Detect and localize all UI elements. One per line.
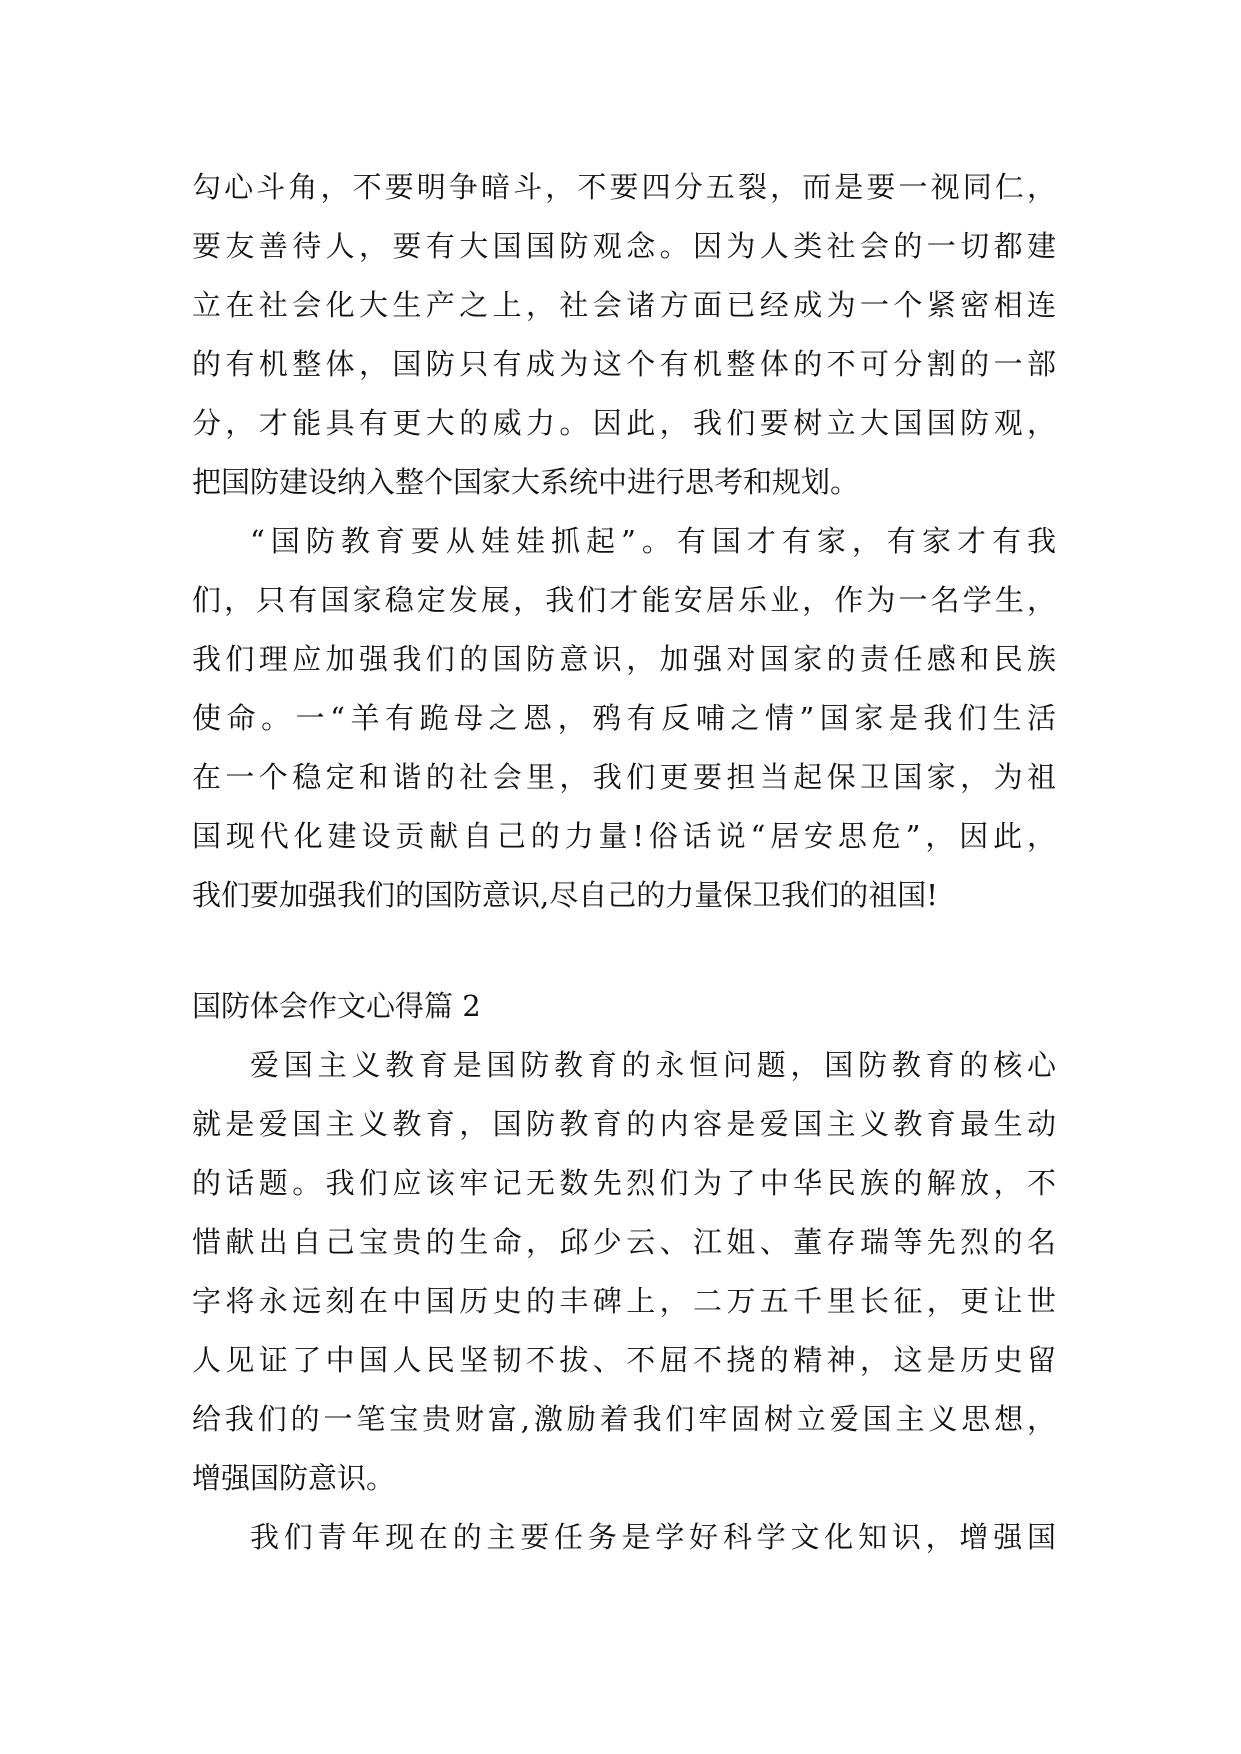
text-line: 人见证了中国人民坚韧不拔、不屈不挠的精神，这是历史留 — [192, 1343, 1056, 1377]
text-line: 给我们的一笔宝贵财富,激励着我们牢固树立爱国主义思想， — [192, 1402, 1056, 1436]
text-line: 的有机整体，国防只有成为这个有机整体的不可分割的一部 — [192, 347, 1056, 381]
document-body — [192, 158, 1056, 1567]
section-heading: 国防体会作文心得篇 2 — [192, 989, 481, 1023]
text-line: “国防教育要从娃娃抓起”。有国才有家，有家才有我 — [250, 524, 1056, 558]
text-line: 立在社会化大生产之上，社会诸方面已经成为一个紧密相连 — [192, 288, 1056, 322]
paragraph-spacer — [192, 925, 1056, 977]
text-line: 们，只有国家稳定发展，我们才能安居乐业，作为一名学生， — [192, 583, 1056, 617]
text-line: 国现代化建设贡献自己的力量!俗话说“居安思危”，因此， — [192, 819, 1056, 853]
text-line: 的话题。我们应该牢记无数先烈们为了中华民族的解放，不 — [192, 1166, 1056, 1200]
text-line: 惜献出自己宝贵的生命，邱少云、江姐、董存瑞等先烈的名 — [192, 1225, 1056, 1259]
text-line: 爱国主义教育是国防教育的永恒问题，国防教育的核心 — [250, 1048, 1056, 1082]
text-line: 要友善待人，要有大国国防观念。因为人类社会的一切都建 — [192, 229, 1056, 263]
text-line: 分，才能具有更大的威力。因此，我们要树立大国国防观， — [192, 406, 1056, 440]
text-line: 把国防建设纳入整个国家大系统中进行思考和规划。 — [192, 465, 860, 499]
text-line: 勾心斗角，不要明争暗斗，不要四分五裂，而是要一视同仁， — [192, 170, 1056, 204]
text-line: 我们理应加强我们的国防意识，加强对国家的责任感和民族 — [192, 642, 1056, 676]
text-line: 增强国防意识。 — [192, 1461, 396, 1495]
paragraph-4 — [192, 1508, 1056, 1567]
paragraph-3 — [192, 1036, 1056, 1508]
text-line: 就是爱国主义教育，国防教育的内容是爱国主义教育最生动 — [192, 1107, 1056, 1141]
text-line: 使命。一“羊有跪母之恩，鸦有反哺之情”国家是我们生活 — [192, 701, 1056, 735]
text-line: 字将永远刻在中国历史的丰碑上，二万五千里长征，更让世 — [192, 1284, 1056, 1318]
text-line: 在一个稳定和谐的社会里，我们更要担当起保卫国家，为祖 — [192, 760, 1056, 794]
text-line: 我们青年现在的主要任务是学好科学文化知识，增强国 — [250, 1520, 1056, 1554]
paragraph-1 — [192, 158, 1056, 512]
text-line: 我们要加强我们的国防意识,尽自己的力量保卫我们的祖国! — [192, 878, 938, 912]
paragraph-2 — [192, 512, 1056, 925]
